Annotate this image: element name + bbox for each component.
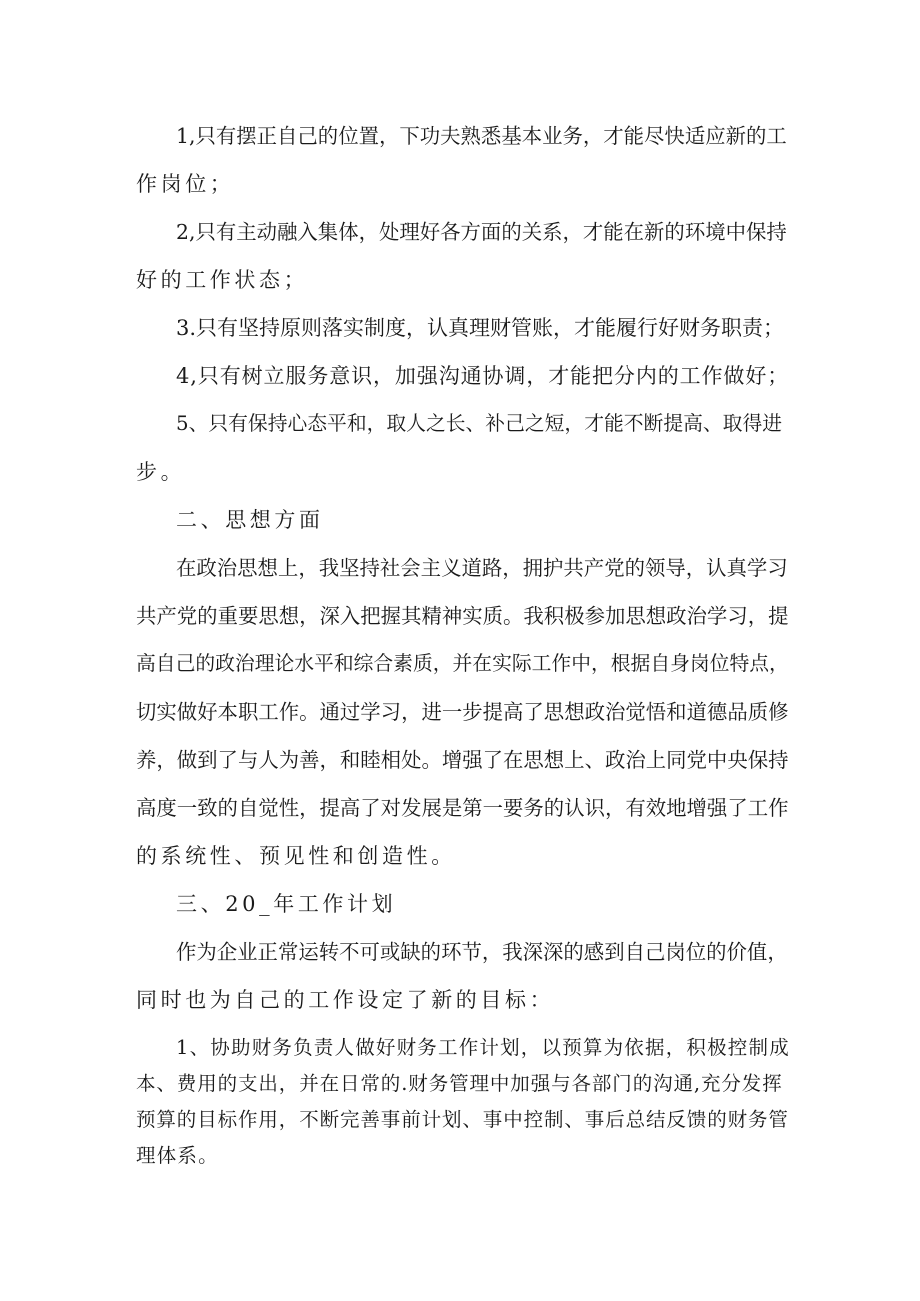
- paragraph-line: 1,只有摆正自己的位置，下功夫熟悉基本业务，才能尽快适应新的工: [176, 124, 787, 148]
- paragraph-line: 3.只有坚持原则落实制度，认真理财管账，才能履行好财务职责；: [176, 316, 785, 340]
- paragraph-line: 共产党的重要思想，深入把握其精神实质。我积极参加思想政治学习，提: [136, 604, 789, 628]
- paragraph-line: 同时也为自己的工作设定了新的目标：: [136, 988, 555, 1012]
- paragraph-line: 高度一致的自觉性，提高了对发展是第一要务的认识，有效地增强了工作: [136, 796, 789, 820]
- paragraph-line: 本、费用的支出，并在日常的.财务管理中加强与各部门的沟通,充分发挥: [136, 1072, 783, 1095]
- paragraph-line: 2,只有主动融入集体，处理好各方面的关系，才能在新的环境中保持: [176, 220, 787, 244]
- paragraph-line: 理体系。: [136, 1144, 219, 1167]
- paragraph-line: 1、协助财务负责人做好财务工作计划，以预算为依据，积极控制成: [176, 1036, 790, 1059]
- paragraph-line: 养，做到了与人为善，和睦相处。增强了在思想上、政治上同党中央保持: [136, 748, 789, 772]
- paragraph-line: 步。: [136, 460, 186, 484]
- paragraph-line: 好的工作状态；: [136, 268, 309, 292]
- paragraph-line: 高自己的政治理论水平和综合素质，并在实际工作中，根据自身岗位特点，: [136, 652, 789, 675]
- paragraph-line: 预算的目标作用，不断完善事前计划、事中控制、事后总结反馈的财务管: [136, 1108, 789, 1131]
- paragraph-line: 5、只有保持心态平和，取人之长、补己之短，才能不断提高、取得进: [176, 412, 783, 435]
- paragraph-line: 切实做好本职工作。通过学习，进一步提高了思想政治觉悟和道德品质修: [136, 700, 789, 724]
- paragraph-line: 4,只有树立服务意识，加强沟通协调，才能把分内的工作做好；: [176, 364, 790, 388]
- paragraph-line: 的系统性、预见性和创造性。: [136, 844, 456, 868]
- paragraph-line: 作岗位；: [136, 172, 235, 196]
- section-heading: 三、20_年工作计划: [176, 892, 397, 916]
- section-heading: 二、思想方面: [176, 508, 324, 532]
- paragraph-line: 在政治思想上，我坚持社会主义道路，拥护共产党的领导，认真学习: [176, 556, 788, 580]
- paragraph-line: 作为企业正常运转不可或缺的环节，我深深的感到自己岗位的价值，: [176, 940, 788, 964]
